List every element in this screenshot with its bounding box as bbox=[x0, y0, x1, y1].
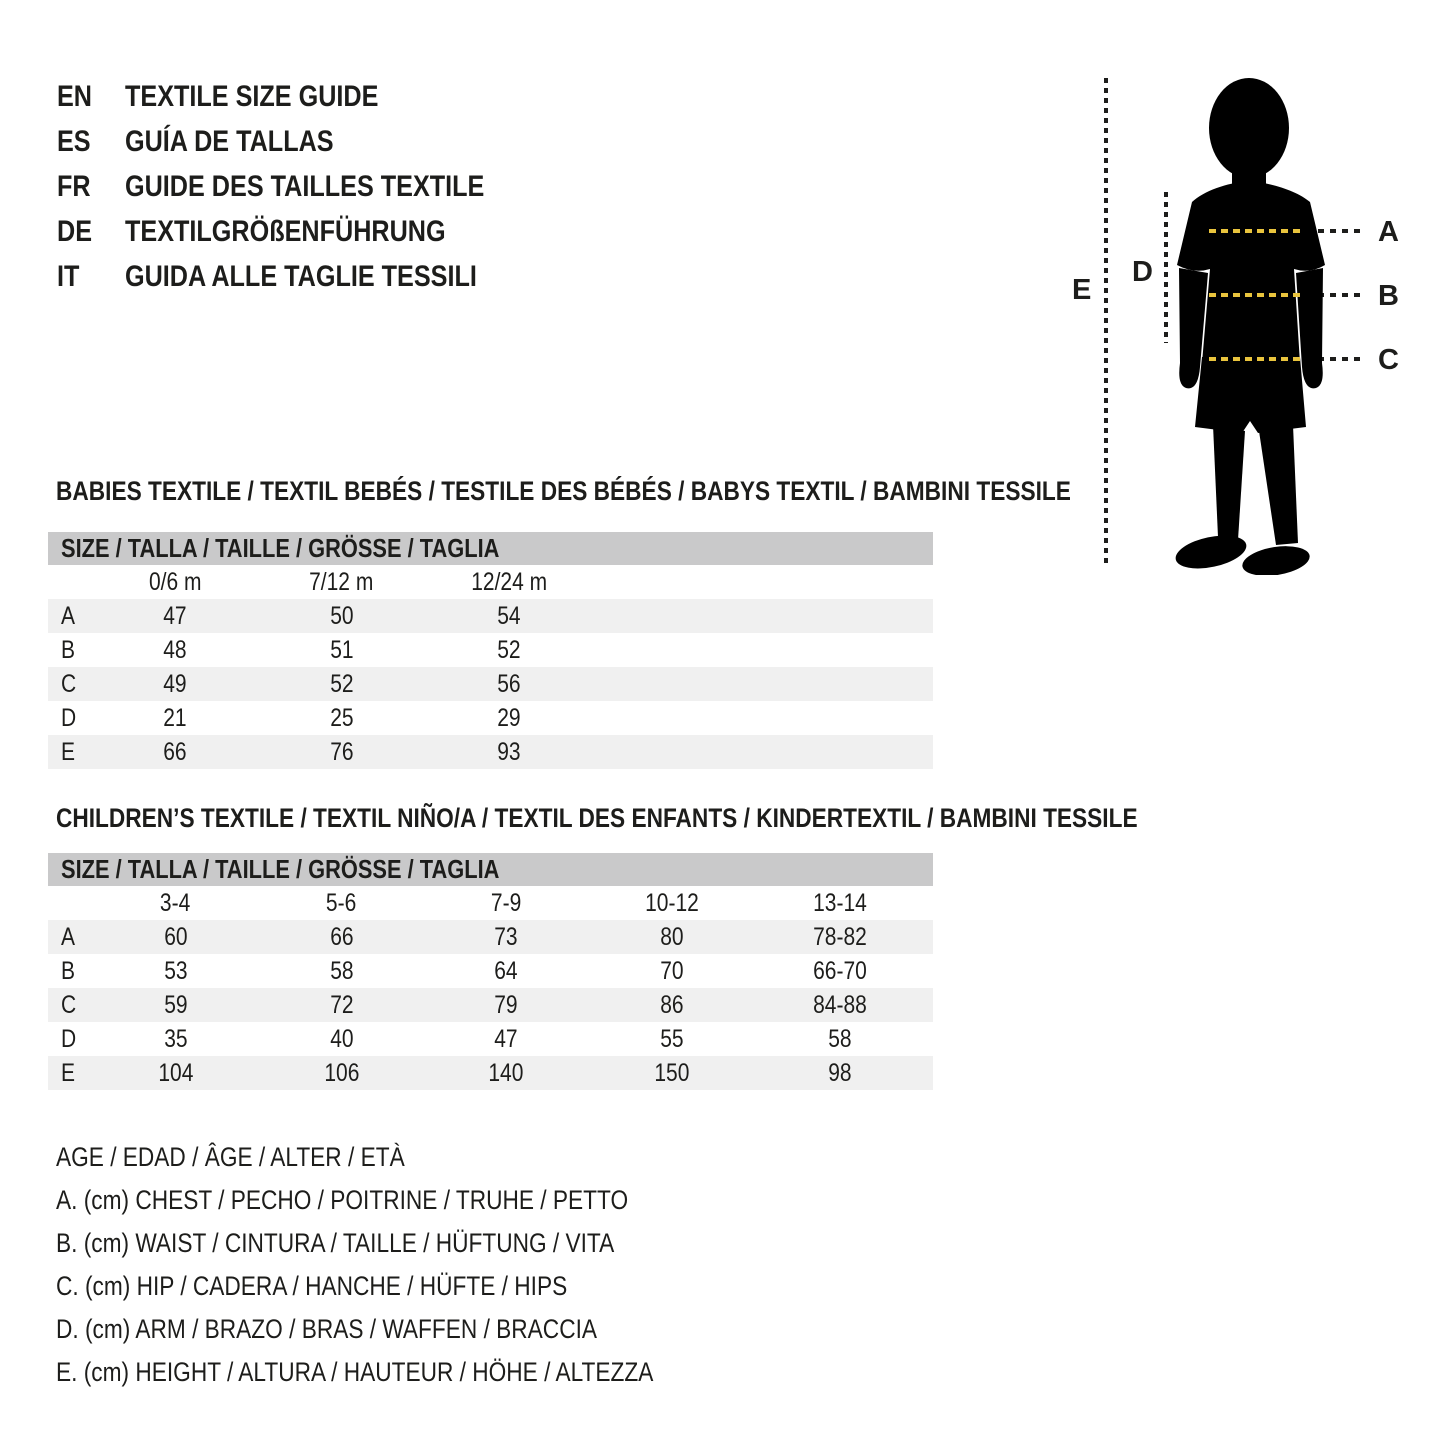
table-cell bbox=[424, 991, 588, 1020]
row-label bbox=[48, 636, 92, 665]
table-row bbox=[48, 701, 933, 735]
table-cell bbox=[258, 704, 425, 733]
column-header-text: 7/12 m bbox=[309, 567, 374, 596]
row-label bbox=[48, 670, 92, 699]
cell-text: 66 bbox=[163, 737, 187, 766]
table-cell bbox=[756, 957, 924, 986]
children-size-header-text: SIZE / TALLA / TAILLE / GRÖSSE / TAGLIA bbox=[61, 854, 500, 884]
row-label-text: B bbox=[61, 635, 76, 664]
legend-line-hip bbox=[56, 1265, 767, 1308]
table-cell bbox=[92, 636, 258, 665]
row-label-text: C bbox=[61, 990, 77, 1019]
babies-section-title-text: BABIES TEXTILE / TEXTIL BEBÉS / TESTILE DES BÉBÉS / BABYS TEXTIL / BAMBINI TESSILE bbox=[56, 476, 1071, 506]
cell-text: 98 bbox=[828, 1058, 852, 1087]
language-title bbox=[125, 80, 427, 114]
language-code bbox=[57, 125, 125, 159]
babies-size-header-text: SIZE / TALLA / TAILLE / GRÖSSE / TAGLIA bbox=[61, 533, 500, 563]
cell-text: 47 bbox=[494, 1024, 518, 1053]
children-section-title bbox=[56, 803, 1344, 833]
cell-text: 64 bbox=[494, 956, 518, 985]
language-code-text: ES bbox=[57, 124, 91, 158]
cell-text: 140 bbox=[488, 1058, 524, 1087]
table-cell bbox=[258, 636, 425, 665]
table-cell bbox=[92, 923, 259, 952]
legend-line-waist bbox=[56, 1222, 767, 1265]
table-cell bbox=[425, 636, 593, 665]
column-header bbox=[756, 889, 924, 918]
legend-line-arm bbox=[56, 1308, 767, 1351]
waist-dash-yellow bbox=[1209, 293, 1303, 297]
row-label bbox=[48, 738, 92, 767]
row-label-text: E bbox=[61, 737, 76, 766]
legend-text: B. (cm) WAIST / CINTURA / TAILLE / HÜFTUNG / VITA bbox=[56, 1228, 615, 1258]
table-row bbox=[48, 735, 933, 769]
language-code-text: IT bbox=[57, 259, 80, 293]
language-code bbox=[57, 260, 125, 294]
cell-text: 56 bbox=[497, 669, 521, 698]
column-header-text: 10-12 bbox=[645, 888, 699, 917]
column-header bbox=[425, 568, 593, 597]
column-header bbox=[259, 889, 424, 918]
row-label bbox=[48, 602, 92, 631]
language-code bbox=[57, 215, 125, 249]
table-row bbox=[48, 667, 933, 701]
column-header bbox=[92, 568, 258, 597]
table-cell bbox=[92, 704, 258, 733]
row-label-text: D bbox=[61, 1024, 77, 1053]
table-cell bbox=[258, 670, 425, 699]
row-label-text: D bbox=[61, 703, 77, 732]
cell-text: 52 bbox=[329, 669, 354, 698]
babies-size-header-bar bbox=[48, 532, 933, 565]
cell-text: 58 bbox=[828, 1024, 852, 1053]
cell-text: 60 bbox=[163, 922, 188, 951]
babies-column-header-row bbox=[48, 565, 933, 599]
cell-text: 54 bbox=[497, 601, 521, 630]
cell-text: 40 bbox=[329, 1024, 354, 1053]
babies-section-title bbox=[56, 476, 1264, 506]
legend-text: D. (cm) ARM / BRAZO / BRAS / WAFFEN / BRACCIA bbox=[56, 1314, 597, 1344]
column-header-text: 3-4 bbox=[160, 888, 191, 917]
row-label bbox=[48, 1025, 92, 1054]
table-cell bbox=[588, 1025, 756, 1054]
language-title-text: TEXTILE SIZE GUIDE bbox=[125, 79, 379, 113]
language-row-es bbox=[57, 119, 553, 164]
table-cell bbox=[92, 991, 259, 1020]
cell-text: 66-70 bbox=[813, 956, 867, 985]
cell-text: 86 bbox=[660, 990, 684, 1019]
row-label-text: C bbox=[61, 669, 77, 698]
legend-text: E. (cm) HEIGHT / ALTURA / HAUTEUR / HÖHE / ALTEZZA bbox=[56, 1357, 654, 1387]
column-header-text: 13-14 bbox=[813, 888, 867, 917]
cell-text: 79 bbox=[494, 990, 518, 1019]
language-title-list bbox=[57, 74, 553, 299]
cell-text: 52 bbox=[497, 635, 521, 664]
column-header bbox=[588, 889, 756, 918]
legend-text: C. (cm) HIP / CADERA / HANCHE / HÜFTE / HIPS bbox=[56, 1271, 568, 1301]
hip-label: C bbox=[1378, 344, 1399, 376]
babies-size-table bbox=[48, 532, 933, 769]
row-label bbox=[48, 704, 92, 733]
height-label: E bbox=[1072, 274, 1092, 306]
cell-text: 80 bbox=[660, 922, 684, 951]
cell-text: 48 bbox=[163, 635, 187, 664]
table-cell bbox=[756, 1025, 924, 1054]
cell-text: 76 bbox=[329, 737, 354, 766]
language-row-en bbox=[57, 74, 553, 119]
legend-line-age bbox=[56, 1136, 767, 1179]
row-label bbox=[48, 1059, 92, 1088]
language-row-fr bbox=[57, 164, 553, 209]
cell-text: 47 bbox=[163, 601, 187, 630]
table-cell bbox=[92, 670, 258, 699]
cell-text: 49 bbox=[163, 669, 187, 698]
table-row bbox=[48, 1022, 933, 1056]
language-code-text: FR bbox=[57, 169, 91, 203]
language-row-it bbox=[57, 254, 553, 299]
table-cell bbox=[259, 1059, 424, 1088]
table-cell bbox=[92, 1025, 259, 1054]
row-label bbox=[48, 957, 92, 986]
cell-text: 50 bbox=[329, 601, 354, 630]
chest-label: A bbox=[1378, 216, 1399, 248]
table-cell bbox=[259, 991, 424, 1020]
table-cell bbox=[92, 602, 258, 631]
cell-text: 55 bbox=[660, 1024, 684, 1053]
table-row bbox=[48, 920, 933, 954]
table-row bbox=[48, 599, 933, 633]
table-cell bbox=[588, 1059, 756, 1088]
children-size-table bbox=[48, 853, 933, 1090]
language-code bbox=[57, 170, 125, 204]
cell-text: 35 bbox=[163, 1024, 188, 1053]
legend-text: AGE / EDAD / ÂGE / ALTER / ETÀ bbox=[56, 1142, 405, 1172]
language-code-text: EN bbox=[57, 79, 93, 113]
table-cell bbox=[258, 738, 425, 767]
cell-text: 66 bbox=[329, 922, 354, 951]
table-cell bbox=[588, 923, 756, 952]
column-header-text: 7-9 bbox=[490, 888, 522, 917]
language-row-de bbox=[57, 209, 553, 254]
table-cell bbox=[425, 602, 593, 631]
cell-text: 73 bbox=[494, 922, 518, 951]
hip-dash-yellow bbox=[1209, 357, 1303, 361]
language-title-text: GUÍA DE TALLAS bbox=[125, 124, 334, 158]
column-header bbox=[424, 889, 588, 918]
language-title bbox=[125, 215, 507, 249]
measurement-legend bbox=[56, 1136, 767, 1394]
table-cell bbox=[424, 923, 588, 952]
language-title bbox=[125, 170, 553, 204]
table-cell bbox=[259, 923, 424, 952]
table-cell bbox=[424, 957, 588, 986]
legend-line-height bbox=[56, 1351, 767, 1394]
children-column-header-row bbox=[48, 886, 933, 920]
table-cell bbox=[588, 991, 756, 1020]
cell-text: 150 bbox=[654, 1058, 690, 1087]
cell-text: 58 bbox=[329, 956, 354, 985]
language-title-text: TEXTILGRÖßENFÜHRUNG bbox=[125, 214, 446, 248]
cell-text: 29 bbox=[497, 703, 521, 732]
table-cell bbox=[424, 1059, 588, 1088]
language-title-text: GUIDE DES TAILLES TEXTILE bbox=[125, 169, 485, 203]
row-label-text: B bbox=[61, 956, 76, 985]
table-cell bbox=[425, 670, 593, 699]
column-header bbox=[92, 889, 259, 918]
language-code bbox=[57, 80, 125, 114]
language-code-text: DE bbox=[57, 214, 93, 248]
language-title-text: GUIDA ALLE TAGLIE TESSILI bbox=[125, 259, 477, 293]
row-label-text: A bbox=[61, 922, 76, 951]
table-row bbox=[48, 1056, 933, 1090]
cell-text: 51 bbox=[329, 635, 354, 664]
row-label-text: E bbox=[61, 1058, 76, 1087]
cell-text: 53 bbox=[163, 956, 188, 985]
language-title bbox=[125, 260, 544, 294]
table-cell bbox=[756, 923, 924, 952]
row-label bbox=[48, 923, 92, 952]
cell-text: 70 bbox=[660, 956, 684, 985]
table-row bbox=[48, 988, 933, 1022]
table-cell bbox=[756, 1059, 924, 1088]
cell-text: 106 bbox=[323, 1058, 360, 1087]
cell-text: 59 bbox=[163, 990, 188, 1019]
cell-text: 21 bbox=[163, 703, 187, 732]
cell-text: 104 bbox=[157, 1058, 194, 1087]
table-cell bbox=[92, 957, 259, 986]
table-cell bbox=[259, 957, 424, 986]
table-cell bbox=[588, 957, 756, 986]
table-cell bbox=[425, 738, 593, 767]
cell-text: 72 bbox=[329, 990, 354, 1019]
row-label bbox=[48, 991, 92, 1020]
cell-text: 78-82 bbox=[813, 922, 867, 951]
column-header bbox=[258, 568, 425, 597]
children-section-title-text: CHILDREN’S TEXTILE / TEXTIL NIÑO/A / TEXTIL DES ENFANTS / KINDERTEXTIL / BAMBINI TESSILE bbox=[56, 803, 1138, 833]
legend-text: A. (cm) CHEST / PECHO / POITRINE / TRUHE / PETTO bbox=[56, 1185, 629, 1215]
table-row bbox=[48, 633, 933, 667]
row-label-text: A bbox=[61, 601, 76, 630]
legend-line-chest bbox=[56, 1179, 767, 1222]
table-cell bbox=[258, 602, 425, 631]
children-size-header-bar bbox=[48, 853, 933, 886]
cell-text: 84-88 bbox=[813, 990, 867, 1019]
arm-label: D bbox=[1132, 256, 1153, 288]
table-cell bbox=[259, 1025, 424, 1054]
table-cell bbox=[756, 991, 924, 1020]
table-row bbox=[48, 954, 933, 988]
table-cell bbox=[92, 738, 258, 767]
column-header-text: 12/24 m bbox=[471, 567, 547, 596]
column-header-text: 0/6 m bbox=[148, 567, 202, 596]
column-header-text: 5-6 bbox=[326, 888, 357, 917]
cell-text: 25 bbox=[329, 703, 354, 732]
waist-label: B bbox=[1378, 280, 1399, 312]
table-cell bbox=[424, 1025, 588, 1054]
table-cell bbox=[425, 704, 593, 733]
cell-text: 93 bbox=[497, 737, 521, 766]
chest-dash-yellow bbox=[1209, 229, 1303, 233]
language-title bbox=[125, 125, 373, 159]
table-cell bbox=[92, 1059, 259, 1088]
child-silhouette-image bbox=[1150, 75, 1350, 575]
